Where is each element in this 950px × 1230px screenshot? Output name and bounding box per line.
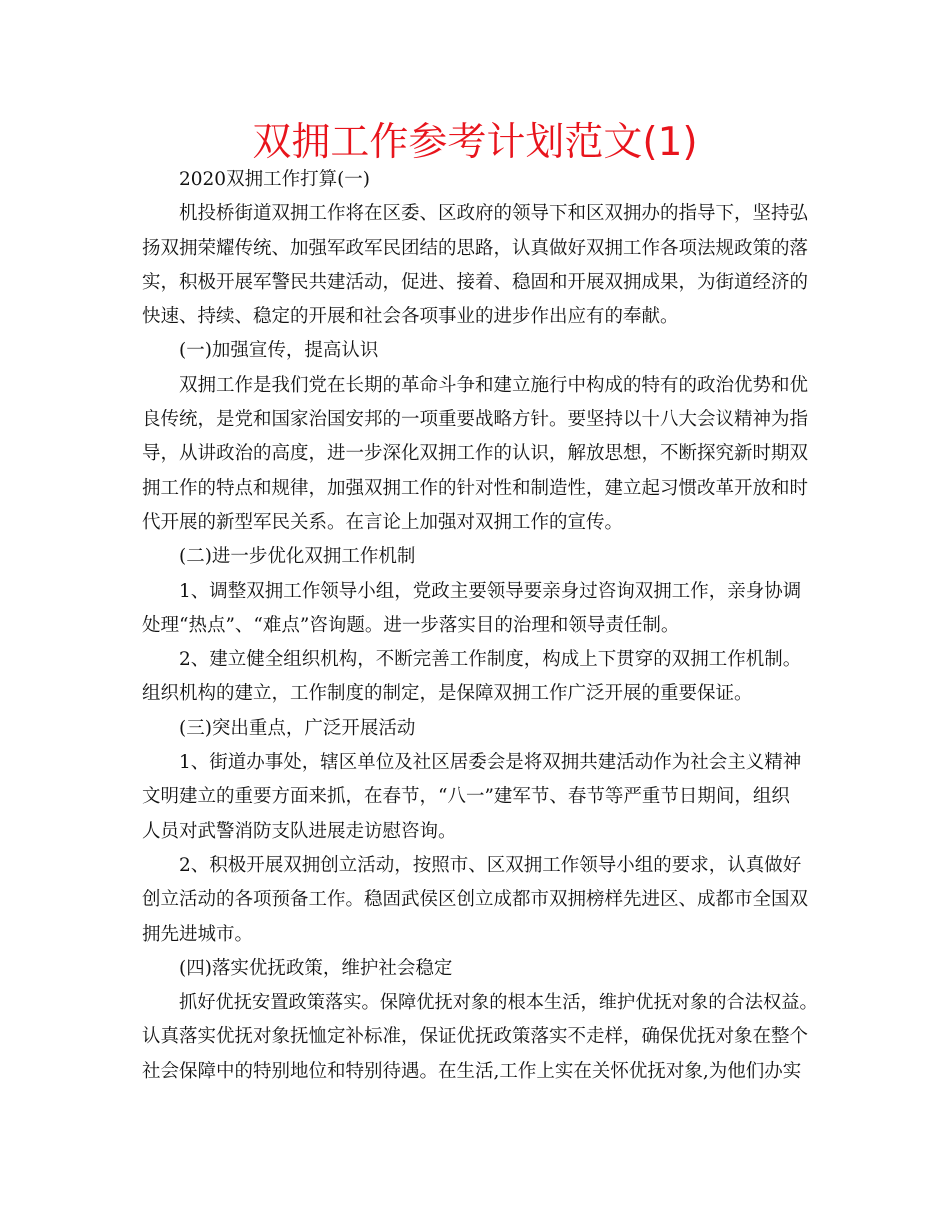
body-line: 2、建立健全组织机构，不断完善工作制度，构成上下贯穿的双拥工作机制。 xyxy=(179,649,802,671)
body-line: 扬双拥荣耀传统、加强军政军民团结的思路，认真做好双拥工作各项法规政策的落 xyxy=(142,237,809,259)
body-line: 拥先进城市。 xyxy=(142,923,254,945)
body-line: 1、街道办事处，辖区单位及社区居委会是将双拥共建活动作为社会主义精神 xyxy=(179,752,802,774)
body-line: 社会保障中的特别地位和特别待遇。在生活,工作上实在关怀优抚对象,为他们办实 xyxy=(142,1060,802,1082)
body-line: (一)加强宣传，提高认识 xyxy=(179,340,379,362)
document-body xyxy=(142,163,824,1089)
body-line: 导，从讲政治的高度，进一步深化双拥工作的认识，解放思想，不断探究新时期双 xyxy=(142,443,809,465)
body-line: 拥工作的特点和规律，加强双拥工作的针对性和制造性，建立起习惯改革开放和时 xyxy=(142,477,809,499)
body-line: 人员对武警消防支队进展走访慰咨询。 xyxy=(142,820,457,842)
body-line: 代开展的新型军民关系。在言论上加强对双拥工作的宣传。 xyxy=(142,511,624,533)
body-line: 双拥工作是我们党在长期的革命斗争和建立施行中构成的特有的政治优势和优 xyxy=(179,374,809,396)
body-line: 抓好优抚安置政策落实。保障优抚对象的根本生活，维护优抚对象的合法权益。 xyxy=(179,992,818,1014)
body-line: 2020双拥工作打算(一) xyxy=(179,169,371,190)
body-line: 2、积极开展双拥创立活动，按照市、区双拥工作领导小组的要求，认真做好 xyxy=(179,854,802,876)
body-line: 良传统，是党和国家治国安邦的一项重要战略方针。要坚持以十八大会议精神为指 xyxy=(142,409,809,431)
body-line: 创立活动的各项预备工作。稳固武侯区创立成都市双拥榜样先进区、成都市全国双 xyxy=(142,889,809,911)
body-line: 机投桥街道双拥工作将在区委、区政府的领导下和区双拥办的指导下，坚持弘 xyxy=(179,203,809,225)
body-line: 认真落实优抚对象抚恤定补标准，保证优抚政策落实不走样，确保优抚对象在整个 xyxy=(142,1026,809,1048)
body-line: 组织机构的建立，工作制度的制定，是保障双拥工作广泛开展的重要保证。 xyxy=(142,683,753,705)
body-line: 文明建立的重要方面来抓，在春节，“八一”建军节、春节等严重节日期间，组织 xyxy=(142,786,790,808)
body-line: (四)落实优抚政策，维护社会稳定 xyxy=(179,957,453,979)
body-line: 实，积极开展军警民共建活动，促进、接着、稳固和开展双拥成果，为街道经济的 xyxy=(142,271,809,293)
body-line: (二)进一步优化双拥工作机制 xyxy=(179,546,416,568)
body-line: 1、调整双拥工作领导小组，党政主要领导要亲身过咨询双拥工作，亲身协调 xyxy=(179,580,802,602)
body-line: 处理“热点”、“难点”咨询题。进一步落实目的治理和领导责任制。 xyxy=(142,614,680,636)
body-line: 快速、持续、稳定的开展和社会各项事业的进步作出应有的奉献。 xyxy=(142,306,679,328)
body-line: (三)突出重点，广泛开展活动 xyxy=(179,717,416,739)
document-title: 双拥工作参考计划范文(1) xyxy=(252,120,698,165)
